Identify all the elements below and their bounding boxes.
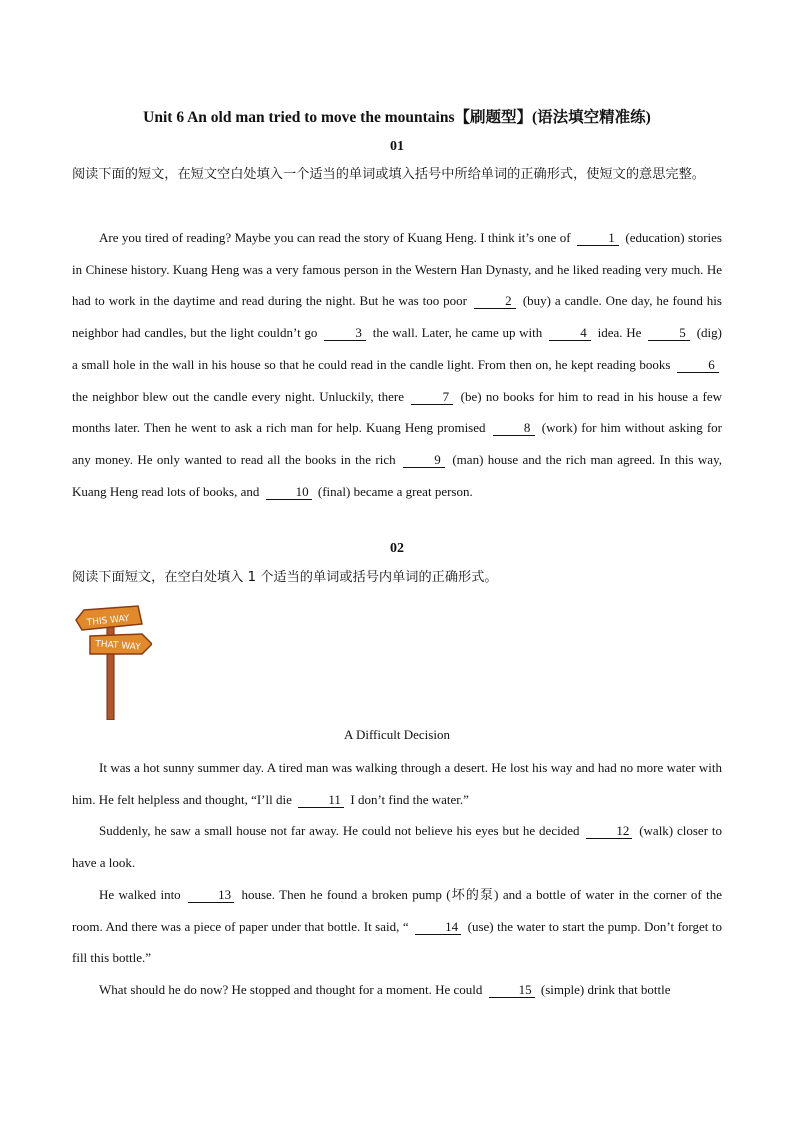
passage-text: He walked into [99, 886, 186, 902]
blank-11[interactable]: 11 [298, 793, 344, 808]
passage-text: idea. He [593, 325, 646, 341]
blank-4[interactable]: 4 [549, 326, 591, 341]
blank-7[interactable]: 7 [411, 390, 453, 405]
paragraph [72, 974, 722, 1006]
passage-text: the neighbor blew out the candle every night. Unluckily, there [72, 388, 409, 404]
passage-text: It was a hot sunny summer day. A tired man was walking through a desert. He lost his way and had no more water with him. He felt helpless and thought, “I’ll die [72, 760, 722, 807]
passage-text: house. Then he found a broken pump (坏的泵) and a bottle of water in the corner of the room. And there was a piece of paper under that bottle. It said, “ [72, 886, 723, 934]
blank-6[interactable]: 6 [677, 358, 719, 373]
passage-text: (education) stories in Chinese history. Kuang Heng was a very famous person in the Western Han Dynasty, and he liked reading very much. He had to work in the daytime and read during the night. But he was too poor [72, 230, 722, 309]
passage-text: (work) for him without asking for any money. He only wanted to read all the books in the rich [72, 420, 722, 467]
passage-kuang-heng [72, 222, 722, 507]
paragraph [72, 752, 722, 815]
passage-text: (final) became a great person. [314, 483, 473, 499]
section-instruction: 阅读下面的短文，在短文空白处填入一个适当的单词或填入括号中所给单词的正确形式，使短文的意思完整。 [72, 167, 705, 182]
paragraph [72, 815, 722, 878]
section-number: 01 [390, 139, 404, 154]
blank-9[interactable]: 9 [403, 453, 445, 468]
passage-difficult-decision [72, 752, 722, 1006]
passage-text: Suddenly, he saw a small house not far away. He could not believe his eyes but he decided [99, 823, 584, 839]
page-title: Unit 6 An old man tried to move the mountains【刷题型】(语法填空精准练) [143, 109, 651, 126]
signpost-image [72, 600, 152, 720]
passage-text: (buy) a candle. One day, he found his neighbor had candles, but the light couldn’t go [72, 293, 722, 341]
paragraph [72, 222, 722, 507]
passage-text: (dig) a small hole in the wall in his house so that he could read in the candle light. From then on, he kept reading books [72, 325, 722, 372]
passage-text: I don’t find the water.” [347, 791, 469, 807]
blank-2[interactable]: 2 [474, 294, 516, 309]
blank-12[interactable]: 12 [586, 824, 632, 839]
passage-text: the wall. Later, he came up with [369, 325, 546, 341]
passage-text: (walk) closer to have a look. [72, 823, 722, 871]
passage-text: (man) house and the rich man agreed. In this way, Kuang Heng read lots of books, and [72, 451, 722, 499]
blank-10[interactable]: 10 [266, 485, 312, 500]
passage-text: (simple) drink that bottle [537, 981, 671, 997]
blank-8[interactable]: 8 [493, 421, 535, 436]
passage-text: Are you tired of reading? Maybe you can read the story of Kuang Heng. I think it’s one of [99, 230, 574, 245]
blank-1[interactable]: 1 [577, 231, 619, 246]
blank-15[interactable]: 15 [489, 983, 535, 998]
passage-heading: A Difficult Decision [344, 727, 450, 742]
section-number: 02 [390, 541, 404, 556]
blank-14[interactable]: 14 [415, 920, 461, 935]
passage-text: (use) the water to start the pump. Don’t forget to fill this bottle.” [72, 918, 722, 966]
passage-text: (be) no books for him to read in his house a few months later. Then he went to ask a rich man for help. Kuang Heng promised [72, 388, 722, 436]
blank-3[interactable]: 3 [324, 326, 366, 341]
paragraph [72, 879, 722, 974]
section-instruction: 阅读下面短文，在空白处填入 1 个适当的单词或括号内单词的正确形式。 [72, 570, 498, 585]
sign-top-text: THIS WAY [86, 613, 130, 629]
blank-13[interactable]: 13 [188, 888, 234, 903]
blank-5[interactable]: 5 [648, 326, 690, 341]
passage-text: What should he do now? He stopped and thought for a moment. He could [99, 981, 486, 997]
sign-bottom-text: THAT WAY [94, 639, 141, 653]
